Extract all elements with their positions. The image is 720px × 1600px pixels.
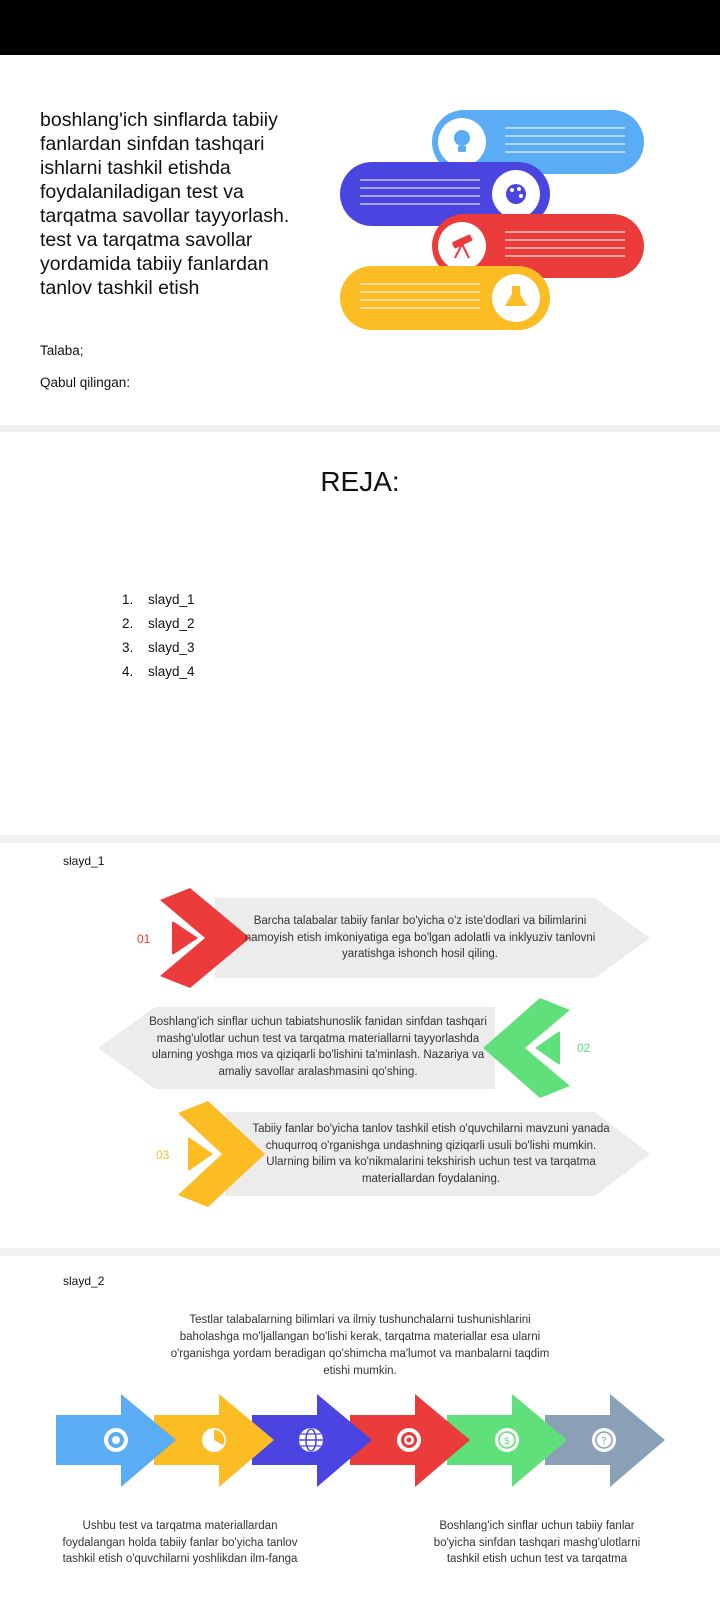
pie-chart-icon (202, 1428, 226, 1452)
right-description: Boshlang'ich sinflar uchun tabiiy fanlar bo'yicha sinfdan tashqari mashg'ulotlarni tashkil etish uchun test va tarqatma (433, 1520, 641, 1565)
dollar-icon (495, 1428, 519, 1452)
slide-2 (0, 1256, 720, 1600)
plan-title: REJA: (320, 466, 400, 497)
plan-slide (0, 432, 720, 835)
left-description: Ushbu test va tarqatma materiallardan foydalangan holda tabiiy fanlar bo'yicha tanlov tashkil etish o'quvchilarni yoshlikdan ilm-fanga (62, 1520, 298, 1565)
step-1-number: 01 (137, 932, 151, 946)
plan-item: 3. slayd_3 (122, 640, 195, 655)
target-icon (397, 1428, 421, 1452)
slide-label: slayd_2 (63, 1274, 105, 1288)
step-3-text: Tabiiy fanlar bo'yicha tanlov tashkil etish o'quvchilarni mavzuni yanada chuqurroq o'rganishga undashning qiziqarli usuli bo'lishi mumkin. Ularning bilim va ko'nikmalarini tekshirish uchun test va tarqatma materiallardan foydalaning. (252, 1123, 610, 1185)
step-3-number: 03 (156, 1148, 170, 1162)
intro-text: Testlar talabalarning bilimlari va ilmiy tushunchalarni tushunishlarini baholashga mo'ljallangan bo'lishi kerak, tarqatma materiallar esa ularni o'rganishga yordam beradigan qo'shimcha ma'lumot va manbalarni taqdim etishi mumkin. (170, 1314, 550, 1377)
accepted-label: Qabul qilingan: (40, 375, 131, 390)
plan-item: 2. slayd_2 (122, 616, 195, 631)
gear-icon (104, 1428, 128, 1452)
presentation-title: boshlang'ich sinflarda tabiiy fanlardan sinfdan tashqari ishlarni tashkil etishda foydalaniladigan test va tarqatma savollar tayyorlash. test va tarqatma savollar yordamida tabiiy fanlardan tanlov tashkil etish (40, 109, 290, 299)
svg-text:$: $ (503, 1436, 511, 1447)
palette-icon (506, 184, 526, 204)
svg-text:?: ? (601, 1436, 607, 1447)
slide-label: slayd_1 (63, 854, 105, 868)
plan-item: 1. slayd_1 (122, 592, 195, 607)
step-2-number: 02 (577, 1041, 591, 1055)
slide-1 (0, 843, 720, 1248)
plan-list (122, 588, 195, 684)
question-icon (592, 1428, 616, 1452)
step-2-text: Boshlang'ich sinflar uchun tabiatshunoslik fanidan sinfdan tashqari mashg'ulotlar uchun test va tarqatma materiallarni tayyorlashda ularning yoshga mos va qiziqarli bo'lishini ta'minlash. Nazariya va amaliy savollar aralashmasini qo'shing. (149, 1016, 487, 1078)
title-slide (0, 55, 720, 425)
top-black-bar (0, 0, 720, 55)
globe-icon (299, 1428, 323, 1452)
step-1-text: Barcha talabalar tabiiy fanlar bo'yicha o'z iste'dodlari va bilimlarini namoyish etish imkoniyatiga ega bo'lgan adolatli va inklyuziv tanlovni yaratishga ishonch hosil qiling. (244, 915, 596, 960)
plan-item: 4. slayd_4 (122, 664, 195, 679)
student-label: Talaba; (40, 343, 84, 358)
title-infographic (340, 110, 650, 330)
